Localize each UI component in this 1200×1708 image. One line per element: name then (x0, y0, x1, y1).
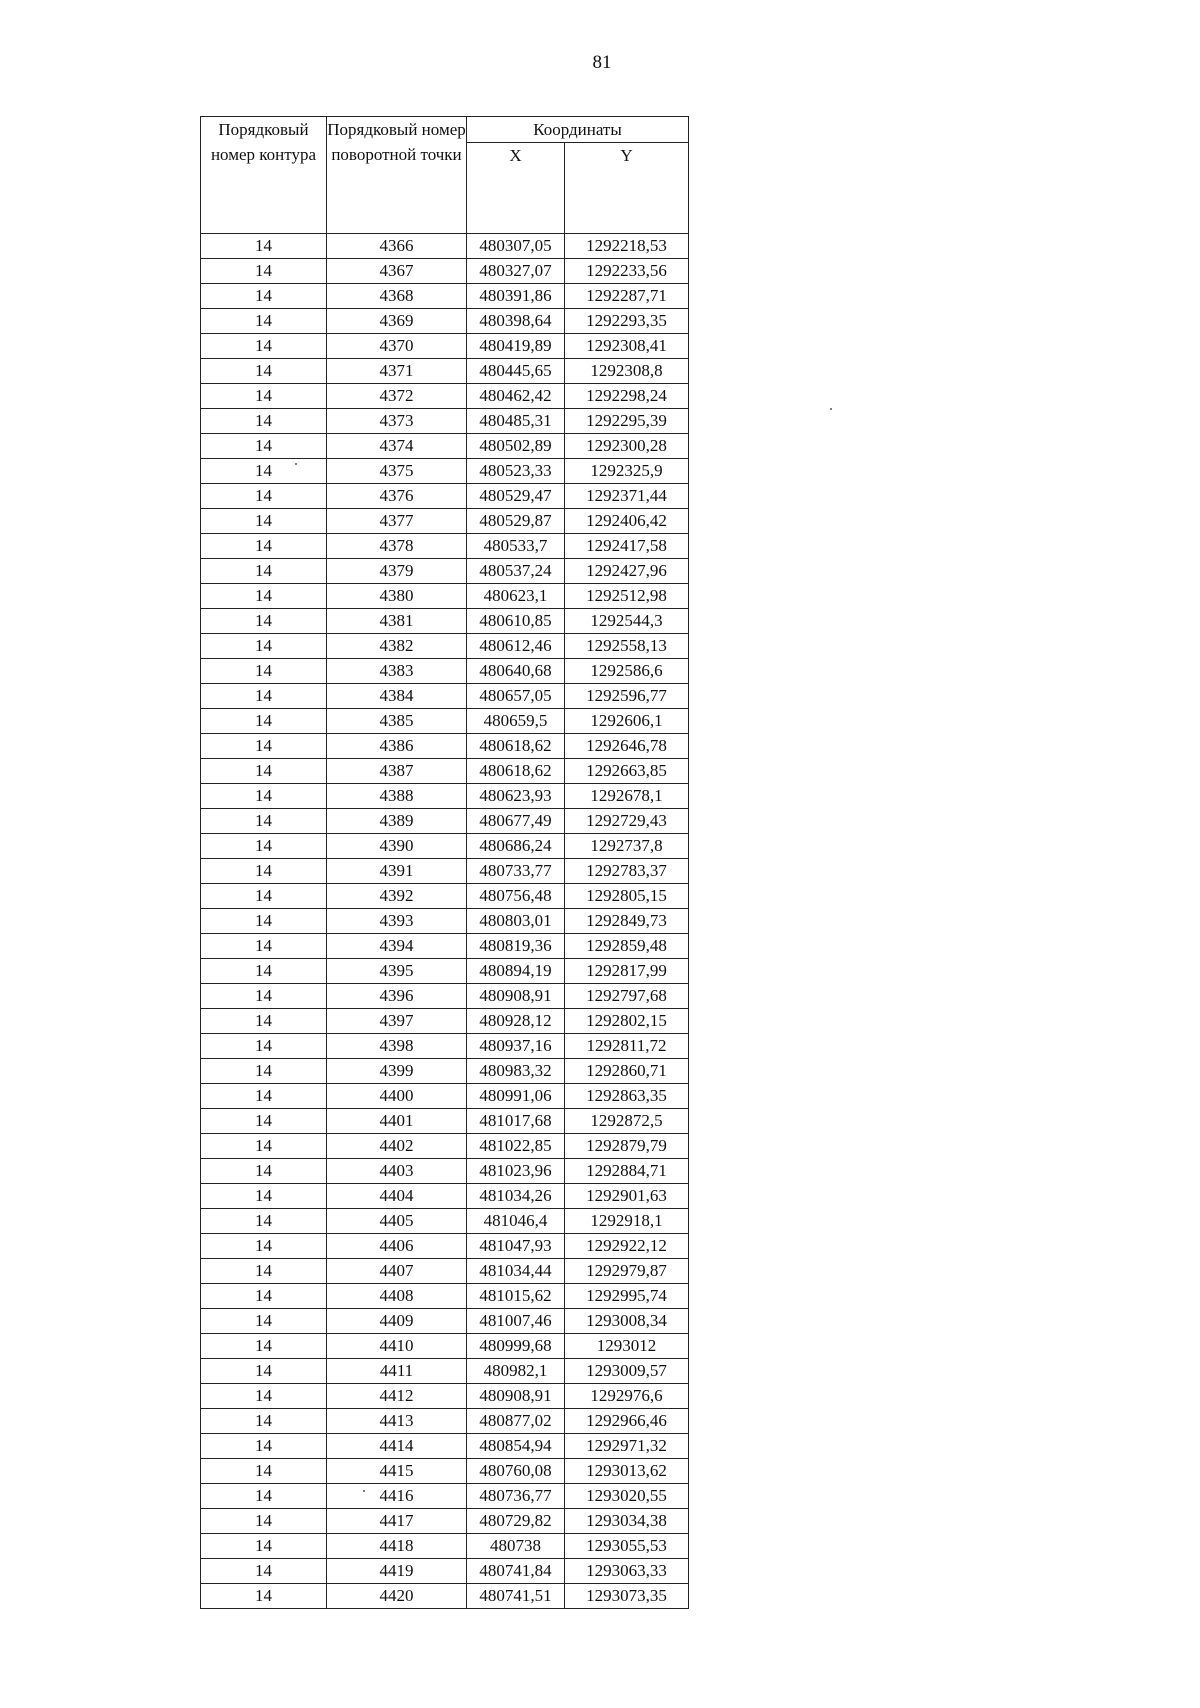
cell-x: 480991,06 (467, 1084, 565, 1109)
cell-point-number: 4385 (327, 709, 467, 734)
table-row (201, 1459, 689, 1484)
cell-x: 480686,24 (467, 834, 565, 859)
table-row (201, 859, 689, 884)
cell-point-number: 4401 (327, 1109, 467, 1134)
table-row (201, 1209, 689, 1234)
cell-contour-number: 14 (201, 1534, 327, 1559)
scan-speck (363, 1490, 365, 1492)
cell-y: 1292406,42 (565, 509, 689, 534)
cell-contour-number: 14 (201, 1359, 327, 1384)
scan-speck (295, 463, 297, 465)
table-row (201, 384, 689, 409)
table-row (201, 1484, 689, 1509)
cell-y: 1292783,37 (565, 859, 689, 884)
cell-y: 1293055,53 (565, 1534, 689, 1559)
cell-point-number: 4415 (327, 1459, 467, 1484)
cell-contour-number: 14 (201, 759, 327, 784)
cell-x: 480640,68 (467, 659, 565, 684)
cell-y: 1292308,8 (565, 359, 689, 384)
cell-y: 1292979,87 (565, 1259, 689, 1284)
cell-x: 480445,65 (467, 359, 565, 384)
cell-x: 480307,05 (467, 234, 565, 259)
cell-contour-number: 14 (201, 659, 327, 684)
cell-point-number: 4367 (327, 259, 467, 284)
header-coordinates: Координаты (467, 117, 689, 143)
cell-point-number: 4406 (327, 1234, 467, 1259)
cell-contour-number: 14 (201, 534, 327, 559)
cell-point-number: 4372 (327, 384, 467, 409)
cell-contour-number: 14 (201, 384, 327, 409)
table-body (201, 234, 689, 1609)
cell-y: 1292817,99 (565, 959, 689, 984)
table-row (201, 1359, 689, 1384)
cell-point-number: 4387 (327, 759, 467, 784)
table-row (201, 1384, 689, 1409)
cell-y: 1292544,3 (565, 609, 689, 634)
cell-y: 1292922,12 (565, 1234, 689, 1259)
cell-point-number: 4386 (327, 734, 467, 759)
cell-x: 480327,07 (467, 259, 565, 284)
table-row (201, 334, 689, 359)
cell-point-number: 4389 (327, 809, 467, 834)
header-point-number: Порядковый номер поворотной точки (327, 117, 467, 234)
cell-x: 481022,85 (467, 1134, 565, 1159)
cell-y: 1292859,48 (565, 934, 689, 959)
cell-point-number: 4408 (327, 1284, 467, 1309)
cell-x: 481023,96 (467, 1159, 565, 1184)
cell-contour-number: 14 (201, 1259, 327, 1284)
table-row (201, 834, 689, 859)
page-number: 81 (592, 52, 612, 73)
cell-contour-number: 14 (201, 409, 327, 434)
cell-x: 480485,31 (467, 409, 565, 434)
table-row (201, 234, 689, 259)
table-row (201, 1134, 689, 1159)
cell-point-number: 4392 (327, 884, 467, 909)
cell-point-number: 4397 (327, 1009, 467, 1034)
cell-x: 481034,44 (467, 1259, 565, 1284)
cell-x: 480819,36 (467, 934, 565, 959)
cell-point-number: 4388 (327, 784, 467, 809)
table-row (201, 1284, 689, 1309)
cell-y: 1292586,6 (565, 659, 689, 684)
cell-y: 1292995,74 (565, 1284, 689, 1309)
cell-contour-number: 14 (201, 1459, 327, 1484)
cell-point-number: 4381 (327, 609, 467, 634)
cell-point-number: 4366 (327, 234, 467, 259)
cell-contour-number: 14 (201, 634, 327, 659)
table-row (201, 259, 689, 284)
table-row (201, 1559, 689, 1584)
cell-y: 1292293,35 (565, 309, 689, 334)
table-row (201, 634, 689, 659)
cell-contour-number: 14 (201, 1559, 327, 1584)
cell-y: 1293013,62 (565, 1459, 689, 1484)
cell-y: 1292417,58 (565, 534, 689, 559)
cell-x: 480391,86 (467, 284, 565, 309)
table-row (201, 659, 689, 684)
table-row (201, 1259, 689, 1284)
cell-point-number: 4370 (327, 334, 467, 359)
cell-x: 481007,46 (467, 1309, 565, 1334)
cell-x: 480999,68 (467, 1334, 565, 1359)
cell-point-number: 4376 (327, 484, 467, 509)
coordinates-table (200, 116, 689, 1609)
cell-contour-number: 14 (201, 334, 327, 359)
cell-x: 480462,42 (467, 384, 565, 409)
table-row (201, 684, 689, 709)
cell-contour-number: 14 (201, 1309, 327, 1334)
cell-contour-number: 14 (201, 459, 327, 484)
cell-point-number: 4383 (327, 659, 467, 684)
cell-contour-number: 14 (201, 1209, 327, 1234)
cell-y: 1292872,5 (565, 1109, 689, 1134)
cell-x: 480982,1 (467, 1359, 565, 1384)
table-row (201, 1584, 689, 1609)
cell-point-number: 4384 (327, 684, 467, 709)
cell-y: 1292971,32 (565, 1434, 689, 1459)
cell-point-number: 4402 (327, 1134, 467, 1159)
cell-contour-number: 14 (201, 434, 327, 459)
table-row (201, 1084, 689, 1109)
table-row (201, 1334, 689, 1359)
cell-y: 1292218,53 (565, 234, 689, 259)
cell-point-number: 4393 (327, 909, 467, 934)
table-row (201, 509, 689, 534)
cell-contour-number: 14 (201, 934, 327, 959)
cell-y: 1292308,41 (565, 334, 689, 359)
cell-x: 480523,33 (467, 459, 565, 484)
cell-contour-number: 14 (201, 309, 327, 334)
cell-contour-number: 14 (201, 484, 327, 509)
cell-x: 480741,51 (467, 1584, 565, 1609)
cell-x: 480877,02 (467, 1409, 565, 1434)
cell-y: 1292976,6 (565, 1384, 689, 1409)
cell-contour-number: 14 (201, 709, 327, 734)
cell-y: 1292427,96 (565, 559, 689, 584)
cell-contour-number: 14 (201, 359, 327, 384)
cell-x: 481017,68 (467, 1109, 565, 1134)
cell-y: 1292646,78 (565, 734, 689, 759)
cell-x: 480533,7 (467, 534, 565, 559)
cell-x: 480928,12 (467, 1009, 565, 1034)
cell-x: 480733,77 (467, 859, 565, 884)
cell-contour-number: 14 (201, 884, 327, 909)
header-y: Y (565, 143, 689, 234)
cell-point-number: 4418 (327, 1534, 467, 1559)
table-row (201, 1509, 689, 1534)
cell-x: 480618,62 (467, 759, 565, 784)
cell-point-number: 4369 (327, 309, 467, 334)
cell-x: 480398,64 (467, 309, 565, 334)
cell-x: 480657,05 (467, 684, 565, 709)
cell-y: 1292860,71 (565, 1059, 689, 1084)
cell-contour-number: 14 (201, 1409, 327, 1434)
cell-contour-number: 14 (201, 1234, 327, 1259)
header-contour-number: Порядковый номер контура (201, 117, 327, 234)
cell-point-number: 4371 (327, 359, 467, 384)
table-row (201, 434, 689, 459)
cell-point-number: 4398 (327, 1034, 467, 1059)
table-row (201, 784, 689, 809)
cell-contour-number: 14 (201, 509, 327, 534)
table-row (201, 1434, 689, 1459)
cell-contour-number: 14 (201, 984, 327, 1009)
table-row (201, 534, 689, 559)
cell-x: 480736,77 (467, 1484, 565, 1509)
cell-y: 1292325,9 (565, 459, 689, 484)
table-row (201, 1409, 689, 1434)
cell-contour-number: 14 (201, 1184, 327, 1209)
cell-contour-number: 14 (201, 259, 327, 284)
cell-y: 1292606,1 (565, 709, 689, 734)
cell-point-number: 4391 (327, 859, 467, 884)
cell-x: 480502,89 (467, 434, 565, 459)
header-x: X (467, 143, 565, 234)
table-row (201, 709, 689, 734)
table-row (201, 559, 689, 584)
cell-point-number: 4419 (327, 1559, 467, 1584)
cell-contour-number: 14 (201, 1109, 327, 1134)
table-row (201, 409, 689, 434)
cell-contour-number: 14 (201, 1509, 327, 1534)
cell-contour-number: 14 (201, 284, 327, 309)
cell-contour-number: 14 (201, 1334, 327, 1359)
cell-y: 1292287,71 (565, 284, 689, 309)
cell-contour-number: 14 (201, 1384, 327, 1409)
cell-contour-number: 14 (201, 1134, 327, 1159)
cell-contour-number: 14 (201, 809, 327, 834)
cell-y: 1292737,8 (565, 834, 689, 859)
cell-x: 480623,1 (467, 584, 565, 609)
cell-point-number: 4404 (327, 1184, 467, 1209)
cell-contour-number: 14 (201, 834, 327, 859)
table-row (201, 1159, 689, 1184)
table-row (201, 734, 689, 759)
cell-y: 1292802,15 (565, 1009, 689, 1034)
cell-y: 1293063,33 (565, 1559, 689, 1584)
cell-contour-number: 14 (201, 584, 327, 609)
cell-x: 480729,82 (467, 1509, 565, 1534)
cell-x: 480741,84 (467, 1559, 565, 1584)
cell-y: 1292596,77 (565, 684, 689, 709)
cell-contour-number: 14 (201, 734, 327, 759)
cell-y: 1292849,73 (565, 909, 689, 934)
table-row (201, 1234, 689, 1259)
cell-x: 480618,62 (467, 734, 565, 759)
cell-x: 480756,48 (467, 884, 565, 909)
table-row (201, 984, 689, 1009)
cell-x: 480677,49 (467, 809, 565, 834)
table-row (201, 584, 689, 609)
cell-contour-number: 14 (201, 1009, 327, 1034)
cell-y: 1293020,55 (565, 1484, 689, 1509)
cell-y: 1292863,35 (565, 1084, 689, 1109)
cell-contour-number: 14 (201, 684, 327, 709)
table-row (201, 959, 689, 984)
cell-x: 481046,4 (467, 1209, 565, 1234)
cell-x: 480738 (467, 1534, 565, 1559)
cell-x: 480537,24 (467, 559, 565, 584)
cell-point-number: 4375 (327, 459, 467, 484)
cell-y: 1293009,57 (565, 1359, 689, 1384)
cell-x: 480659,5 (467, 709, 565, 734)
cell-point-number: 4412 (327, 1384, 467, 1409)
cell-x: 480529,87 (467, 509, 565, 534)
cell-point-number: 4399 (327, 1059, 467, 1084)
cell-y: 1292298,24 (565, 384, 689, 409)
table-row (201, 759, 689, 784)
cell-point-number: 4403 (327, 1159, 467, 1184)
cell-x: 481015,62 (467, 1284, 565, 1309)
cell-y: 1292811,72 (565, 1034, 689, 1059)
cell-contour-number: 14 (201, 909, 327, 934)
cell-contour-number: 14 (201, 784, 327, 809)
cell-x: 480419,89 (467, 334, 565, 359)
cell-contour-number: 14 (201, 1484, 327, 1509)
cell-x: 480937,16 (467, 1034, 565, 1059)
table-row (201, 909, 689, 934)
cell-x: 480610,85 (467, 609, 565, 634)
table-row (201, 1009, 689, 1034)
cell-contour-number: 14 (201, 1284, 327, 1309)
cell-x: 480894,19 (467, 959, 565, 984)
table-row (201, 484, 689, 509)
table-row (201, 609, 689, 634)
cell-y: 1292884,71 (565, 1159, 689, 1184)
cell-contour-number: 14 (201, 559, 327, 584)
table-header (201, 117, 689, 234)
cell-point-number: 4374 (327, 434, 467, 459)
cell-point-number: 4407 (327, 1259, 467, 1284)
cell-contour-number: 14 (201, 609, 327, 634)
cell-point-number: 4380 (327, 584, 467, 609)
cell-x: 480623,93 (467, 784, 565, 809)
cell-point-number: 4414 (327, 1434, 467, 1459)
cell-x: 480612,46 (467, 634, 565, 659)
cell-y: 1292300,28 (565, 434, 689, 459)
cell-y: 1293034,38 (565, 1509, 689, 1534)
cell-point-number: 4417 (327, 1509, 467, 1534)
cell-point-number: 4379 (327, 559, 467, 584)
table-row (201, 884, 689, 909)
cell-y: 1292729,43 (565, 809, 689, 834)
cell-x: 480854,94 (467, 1434, 565, 1459)
cell-contour-number: 14 (201, 1434, 327, 1459)
table-row (201, 1059, 689, 1084)
cell-y: 1292233,56 (565, 259, 689, 284)
cell-contour-number: 14 (201, 234, 327, 259)
cell-y: 1292966,46 (565, 1409, 689, 1434)
table-row (201, 1109, 689, 1134)
cell-point-number: 4395 (327, 959, 467, 984)
cell-y: 1293008,34 (565, 1309, 689, 1334)
cell-x: 481047,93 (467, 1234, 565, 1259)
cell-y: 1292558,13 (565, 634, 689, 659)
cell-x: 480803,01 (467, 909, 565, 934)
cell-point-number: 4413 (327, 1409, 467, 1434)
cell-point-number: 4400 (327, 1084, 467, 1109)
cell-y: 1292918,1 (565, 1209, 689, 1234)
cell-y: 1292663,85 (565, 759, 689, 784)
cell-contour-number: 14 (201, 1584, 327, 1609)
cell-point-number: 4394 (327, 934, 467, 959)
cell-y: 1292901,63 (565, 1184, 689, 1209)
cell-x: 480908,91 (467, 1384, 565, 1409)
cell-point-number: 4416 (327, 1484, 467, 1509)
cell-contour-number: 14 (201, 1059, 327, 1084)
scan-speck (830, 408, 832, 410)
cell-contour-number: 14 (201, 1034, 327, 1059)
table-row (201, 1534, 689, 1559)
table-row (201, 459, 689, 484)
table-row (201, 309, 689, 334)
cell-contour-number: 14 (201, 859, 327, 884)
cell-x: 481034,26 (467, 1184, 565, 1209)
cell-point-number: 4377 (327, 509, 467, 534)
cell-point-number: 4390 (327, 834, 467, 859)
cell-x: 480760,08 (467, 1459, 565, 1484)
cell-y: 1293073,35 (565, 1584, 689, 1609)
cell-y: 1293012 (565, 1334, 689, 1359)
table-row (201, 1034, 689, 1059)
cell-point-number: 4368 (327, 284, 467, 309)
table-row (201, 934, 689, 959)
cell-point-number: 4420 (327, 1584, 467, 1609)
table-row (201, 809, 689, 834)
cell-contour-number: 14 (201, 1084, 327, 1109)
table-row (201, 1184, 689, 1209)
table-row (201, 284, 689, 309)
cell-y: 1292678,1 (565, 784, 689, 809)
cell-point-number: 4396 (327, 984, 467, 1009)
cell-contour-number: 14 (201, 1159, 327, 1184)
cell-x: 480908,91 (467, 984, 565, 1009)
cell-y: 1292295,39 (565, 409, 689, 434)
cell-point-number: 4382 (327, 634, 467, 659)
cell-y: 1292797,68 (565, 984, 689, 1009)
cell-x: 480983,32 (467, 1059, 565, 1084)
cell-point-number: 4378 (327, 534, 467, 559)
cell-point-number: 4373 (327, 409, 467, 434)
cell-y: 1292879,79 (565, 1134, 689, 1159)
cell-point-number: 4411 (327, 1359, 467, 1384)
cell-x: 480529,47 (467, 484, 565, 509)
table-row (201, 359, 689, 384)
cell-point-number: 4409 (327, 1309, 467, 1334)
table-row (201, 1309, 689, 1334)
cell-contour-number: 14 (201, 959, 327, 984)
cell-y: 1292512,98 (565, 584, 689, 609)
cell-y: 1292805,15 (565, 884, 689, 909)
cell-point-number: 4405 (327, 1209, 467, 1234)
cell-y: 1292371,44 (565, 484, 689, 509)
cell-point-number: 4410 (327, 1334, 467, 1359)
